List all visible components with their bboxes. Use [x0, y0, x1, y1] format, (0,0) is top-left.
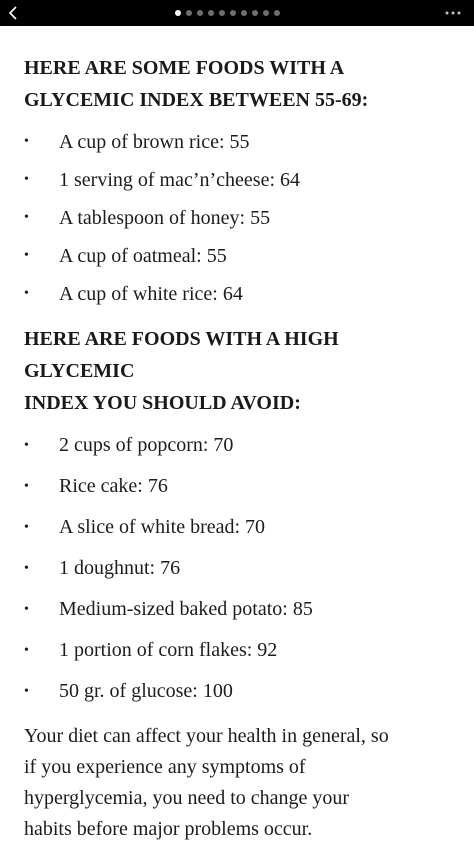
page-dot[interactable]	[241, 10, 247, 16]
list-item-text: A slice of white bread: 70	[59, 516, 266, 538]
bullet: •	[24, 438, 29, 453]
page-dot[interactable]	[252, 10, 258, 16]
list-item	[24, 630, 454, 671]
heading-line: INDEX YOU SHOULD AVOID:	[24, 392, 301, 414]
page-dot[interactable]	[263, 10, 269, 16]
page-indicator	[175, 10, 280, 17]
page-dot-active[interactable]	[175, 10, 181, 16]
page-dot[interactable]	[197, 10, 203, 16]
list-item	[24, 507, 454, 548]
article-content	[24, 52, 454, 845]
bullet: •	[24, 172, 29, 187]
body-paragraph	[24, 721, 454, 845]
bullet: •	[24, 643, 29, 658]
list-item	[24, 275, 454, 313]
list-item-text: 50 gr. of glucose: 100	[59, 680, 233, 702]
page-dot[interactable]	[208, 10, 214, 16]
list-item	[24, 671, 454, 712]
heading-line: HERE ARE SOME FOODS WITH A	[24, 57, 345, 79]
bullet: •	[24, 134, 29, 149]
chevron-left-icon[interactable]	[5, 5, 21, 21]
bullet: •	[24, 602, 29, 617]
page-dot[interactable]	[230, 10, 236, 16]
list-item-text: Medium-sized baked potato: 85	[59, 598, 313, 620]
page-dot[interactable]	[274, 10, 280, 16]
top-bar	[0, 0, 474, 26]
high-gi-food-list	[24, 425, 454, 712]
bullet: •	[24, 210, 29, 225]
bullet: •	[24, 479, 29, 494]
moderate-gi-food-list	[24, 123, 454, 313]
list-item-text: A cup of white rice: 64	[59, 283, 243, 305]
list-item-text: 2 cups of popcorn: 70	[59, 434, 234, 456]
ellipsis-icon[interactable]	[444, 6, 462, 20]
bullet: •	[24, 286, 29, 301]
list-item-text: A tablespoon of honey: 55	[59, 207, 271, 229]
section-heading-high-gi	[24, 323, 454, 419]
list-item-text: 1 doughnut: 76	[59, 557, 181, 579]
bullet: •	[24, 248, 29, 263]
list-item-text: 1 portion of corn flakes: 92	[59, 639, 278, 661]
page-dot[interactable]	[186, 10, 192, 16]
list-item-text: 1 serving of mac’n’cheese: 64	[59, 169, 301, 191]
heading-line: HERE ARE FOODS WITH A HIGH GLYCEMIC	[24, 328, 339, 382]
page-dot[interactable]	[219, 10, 225, 16]
list-item	[24, 425, 454, 466]
list-item	[24, 237, 454, 275]
bullet: •	[24, 520, 29, 535]
bullet: •	[24, 561, 29, 576]
list-item-text: A cup of oatmeal: 55	[59, 245, 227, 267]
list-item-text: Rice cake: 76	[59, 475, 168, 497]
list-item	[24, 161, 454, 199]
list-item	[24, 589, 454, 630]
list-item-text: A cup of brown rice: 55	[59, 131, 250, 153]
list-item	[24, 466, 454, 507]
bullet: •	[24, 684, 29, 699]
heading-line: GLYCEMIC INDEX BETWEEN 55-69:	[24, 89, 369, 111]
list-item	[24, 199, 454, 237]
paragraph-line: hyperglycemia, you need to change your	[24, 787, 350, 809]
paragraph-line: Your diet can affect your health in general, so	[24, 725, 389, 747]
list-item	[24, 548, 454, 589]
section-heading-moderate-gi	[24, 52, 454, 116]
paragraph-line: habits before major problems occur.	[24, 818, 313, 840]
list-item	[24, 123, 454, 161]
paragraph-line: if you experience any symptoms of	[24, 756, 306, 778]
